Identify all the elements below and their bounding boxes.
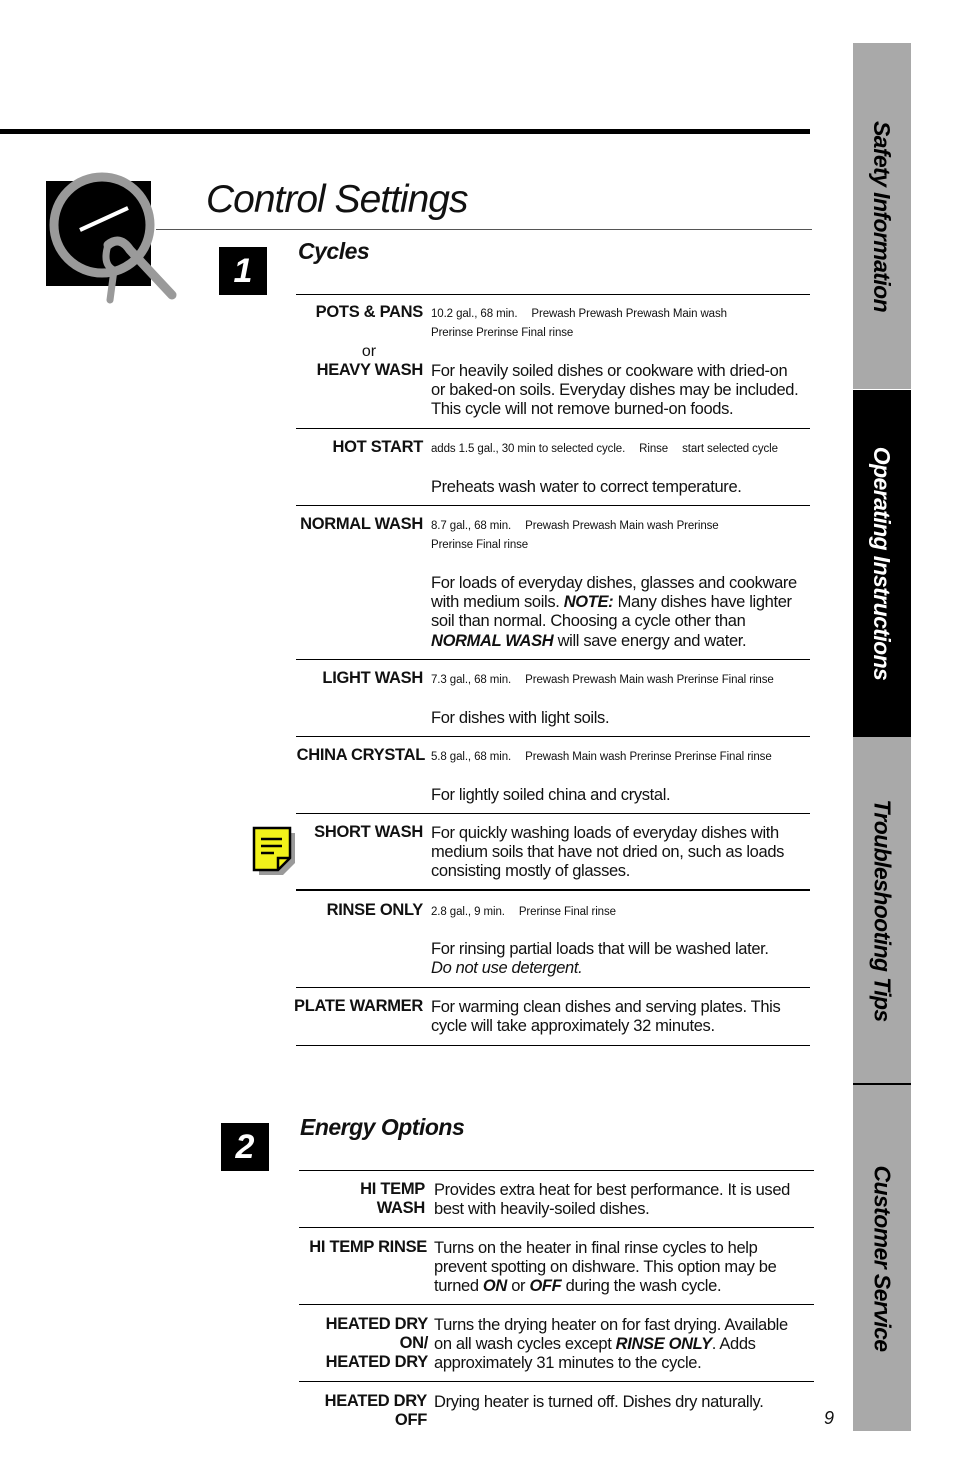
cycle-description: For warming clean dishes and serving plates. This cycle will take approximately 32 minutes. <box>431 998 781 1036</box>
cycle-spec: 5.8 gal., 68 min. Prewash Main wash Prerinse Prerinse Final rinse <box>431 751 772 763</box>
cycle-label-light-wash: LIGHT WASH <box>322 669 423 687</box>
divider <box>299 1170 814 1171</box>
cycle-label-normal-wash: NORMAL WASH <box>300 515 423 533</box>
cycle-description: For lightly soiled china and crystal. <box>431 786 671 804</box>
divider <box>296 505 810 506</box>
cycle-steps: Prerinse Final rinse <box>431 539 529 551</box>
tab-safety-information[interactable]: Safety Information <box>853 43 911 389</box>
divider <box>299 1381 814 1382</box>
option-label-hi-temp-wash: HI TEMP WASH <box>360 1180 425 1217</box>
divider <box>296 813 810 814</box>
option-description: Drying heater is turned off. Dishes dry naturally. <box>434 1393 764 1411</box>
cycle-spec: adds 1.5 gal., 30 min to selected cycle. Rinse start selected cycle <box>431 443 778 455</box>
control-knob-icon <box>40 150 180 315</box>
cycle-spec: 2.8 gal., 9 min. Prerinse Final rinse <box>431 906 616 918</box>
cycle-description: Preheats wash water to correct temperature. <box>431 478 742 496</box>
cycle-steps: Prerinse Prerinse Final rinse <box>431 327 574 339</box>
cycle-label-short-wash: SHORT WASH <box>314 823 423 841</box>
divider <box>296 987 810 988</box>
page-number: 9 <box>824 1408 835 1428</box>
cycle-description: For rinsing partial loads that will be washed later. Do not use detergent. <box>431 940 769 978</box>
cycle-spec: 10.2 gal., 68 min. Prewash Prewash Prewash Main wash <box>431 308 727 320</box>
divider <box>296 428 810 429</box>
divider <box>296 889 810 891</box>
option-label-heated-dry-off: HEATED DRY OFF <box>324 1392 427 1429</box>
cycle-description: For quickly washing loads of everyday dishes with medium soils that have not dried on, such as loads consisting mostly of glasses. <box>431 824 785 881</box>
tab-customer-service[interactable]: Customer Service <box>853 1085 911 1431</box>
divider <box>296 294 810 295</box>
cycle-spec: 7.3 gal., 68 min. Prewash Prewash Main wash Prerinse Final rinse <box>431 674 774 686</box>
option-label-hi-temp-rinse: HI TEMP RINSE <box>309 1238 427 1256</box>
option-label-heated-dry-on: HEATED DRY ON/ HEATED DRY <box>325 1315 428 1371</box>
option-description: Turns on the heater in final rinse cycles to help prevent spotting on dishware. This option may be turned ON or OFF during the wash cycle. <box>434 1239 777 1296</box>
tab-troubleshooting-tips[interactable]: Troubleshooting Tips <box>853 737 911 1083</box>
option-description: Turns the drying heater on for fast drying. Available on all wash cycles except RINSE ONLY. Adds approximately 31 minutes to the cycle. <box>434 1316 788 1373</box>
cycle-spec: 8.7 gal., 68 min. Prewash Prewash Main wash Prerinse <box>431 520 719 532</box>
section-number-1: 1 <box>219 247 267 295</box>
cycle-description: For loads of everyday dishes, glasses and cookware with medium soils. NOTE: Many dishes have lighter soil than normal. Choosing a cycle other than NORMAL WASH will save energy and water. <box>431 574 797 650</box>
divider <box>299 1304 814 1305</box>
page-title: Control Settings <box>206 178 468 221</box>
cycle-label-plate-warmer: PLATE WARMER <box>294 997 424 1015</box>
divider <box>299 1227 814 1228</box>
cycle-label-or: or <box>361 343 377 360</box>
divider <box>296 1045 810 1046</box>
cycle-label-rinse-only: RINSE ONLY <box>326 901 423 919</box>
note-icon <box>252 826 296 876</box>
top-rule <box>0 129 810 134</box>
cycle-label-heavy-wash: HEAVY WASH <box>316 361 423 379</box>
cycle-description: For dishes with light soils. <box>431 709 610 727</box>
section-number-2: 2 <box>221 1123 269 1171</box>
section-heading-cycles: Cycles <box>298 238 370 264</box>
title-rule <box>156 229 812 230</box>
cycle-label-pots-pans: POTS & PANS <box>315 303 423 321</box>
sidebar-tabs <box>853 43 911 1431</box>
divider <box>296 659 810 660</box>
cycle-label-hot-start: HOT START <box>332 438 423 456</box>
cycle-label-china-crystal: CHINA CRYSTAL <box>296 746 425 764</box>
option-description: Provides extra heat for best performance. It is used best with heavily-soiled dishes. <box>434 1181 790 1219</box>
divider <box>296 736 810 737</box>
section-heading-energy-options: Energy Options <box>300 1114 465 1140</box>
cycle-description: For heavily soiled dishes or cookware with dried-on or baked-on soils. Everyday dishes may be included. This cycle will not remove burned-on foods. <box>431 362 799 419</box>
tab-operating-instructions[interactable]: Operating Instructions <box>853 390 911 737</box>
